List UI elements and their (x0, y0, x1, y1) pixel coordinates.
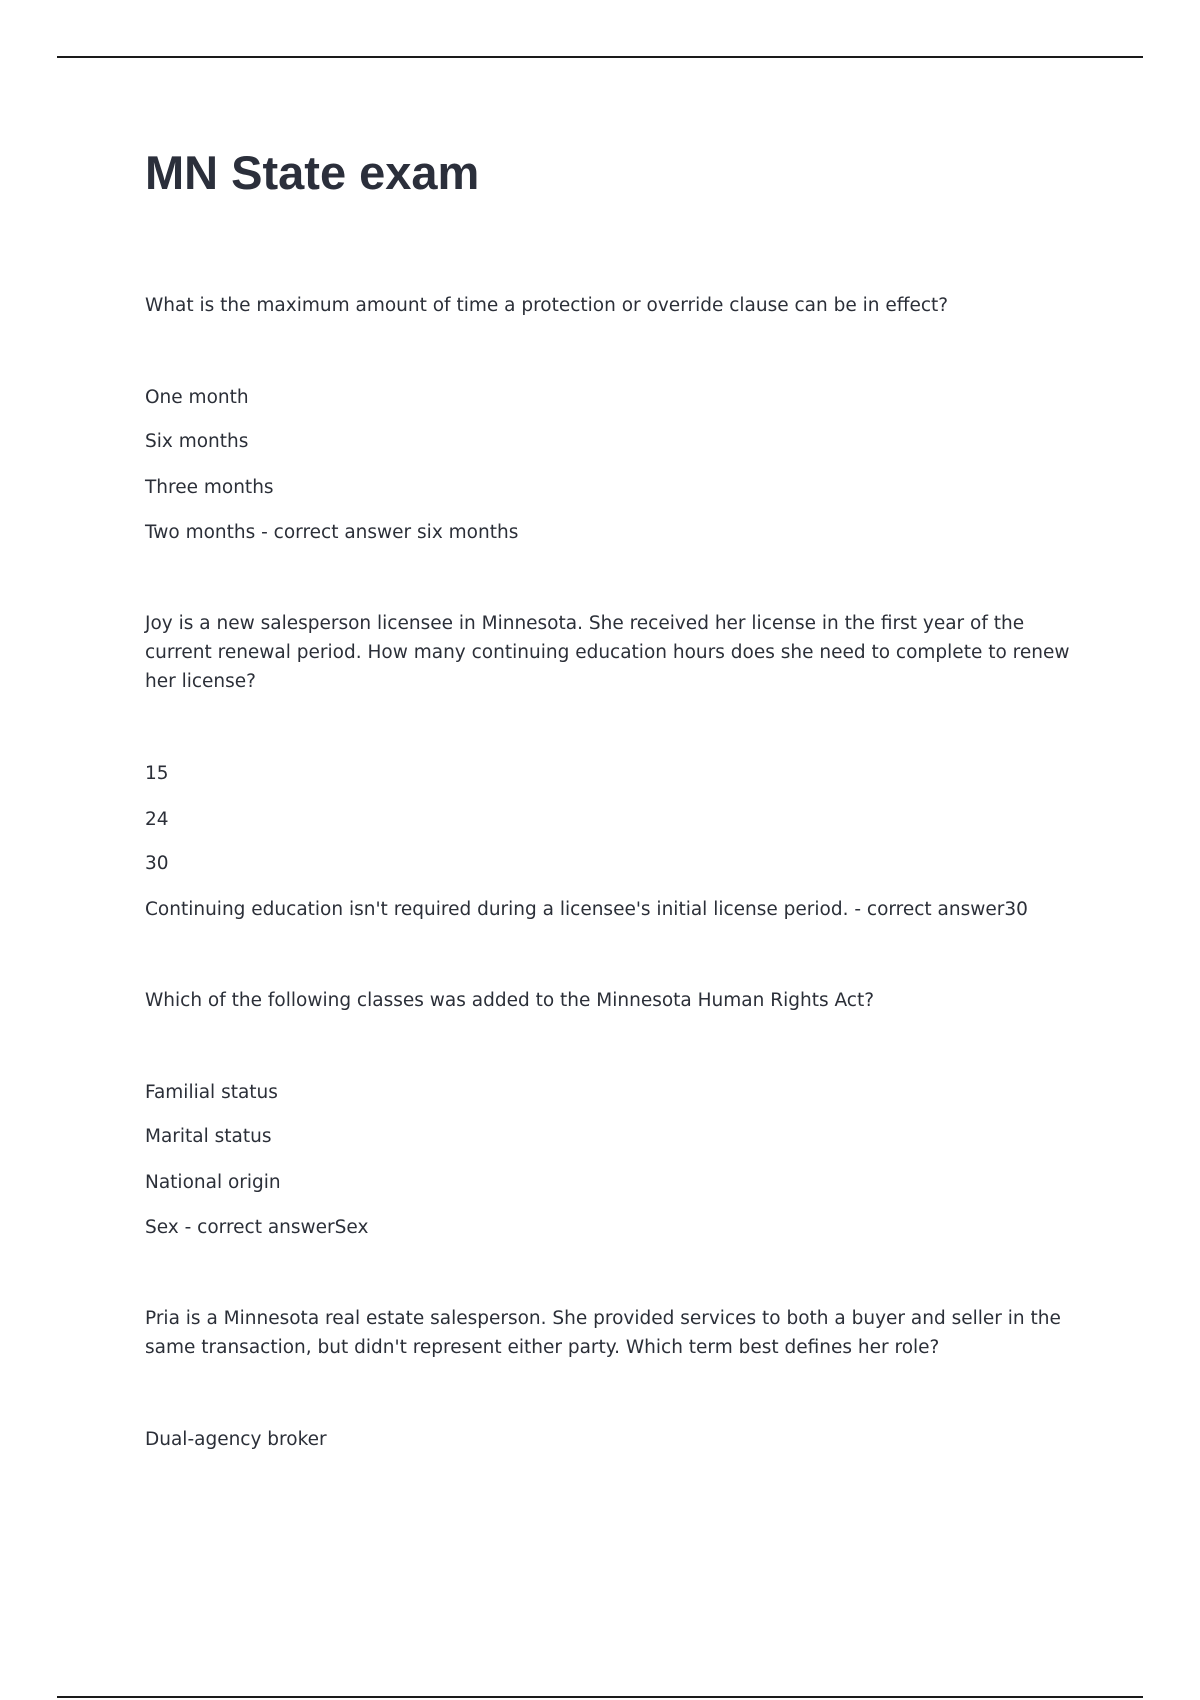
question-2-text: Joy is a new salesperson licensee in Minnesota. She received her license in the first year of the current renewal period. How many continuing education hours does she need to complete to renew her license? (145, 613, 1070, 692)
question-1-option-3: Three months (145, 477, 274, 498)
header-rule (57, 56, 1143, 58)
question-3-option-3: National origin (145, 1172, 281, 1193)
question-1-text: What is the maximum amount of time a protection or override clause can be in effect? (145, 295, 949, 316)
page-title: MN State exam (145, 146, 480, 199)
question-2-option-1: 15 (145, 763, 169, 784)
question-2-option-4: Continuing education isn't required during a licensee's initial license period. - correct answer30 (145, 899, 1028, 920)
footer-rule (57, 1696, 1143, 1698)
question-4-text: Pria is a Minnesota real estate salesperson. She provided services to both a buyer and seller in the same transaction, but didn't represent either party. Which term best defines her role? (145, 1308, 1061, 1358)
question-1-option-2: Six months (145, 431, 249, 452)
question-3-text: Which of the following classes was added to the Minnesota Human Rights Act? (145, 990, 875, 1011)
question-3-option-1: Familial status (145, 1082, 278, 1103)
question-2-option-3: 30 (145, 853, 169, 874)
question-3-option-2: Marital status (145, 1126, 272, 1147)
question-1-option-1: One month (145, 387, 249, 408)
question-4-option-1: Dual-agency broker (145, 1429, 327, 1450)
question-2-option-2: 24 (145, 809, 169, 830)
question-3-option-4: Sex - correct answerSex (145, 1217, 369, 1238)
question-1-option-4: Two months - correct answer six months (145, 522, 519, 543)
